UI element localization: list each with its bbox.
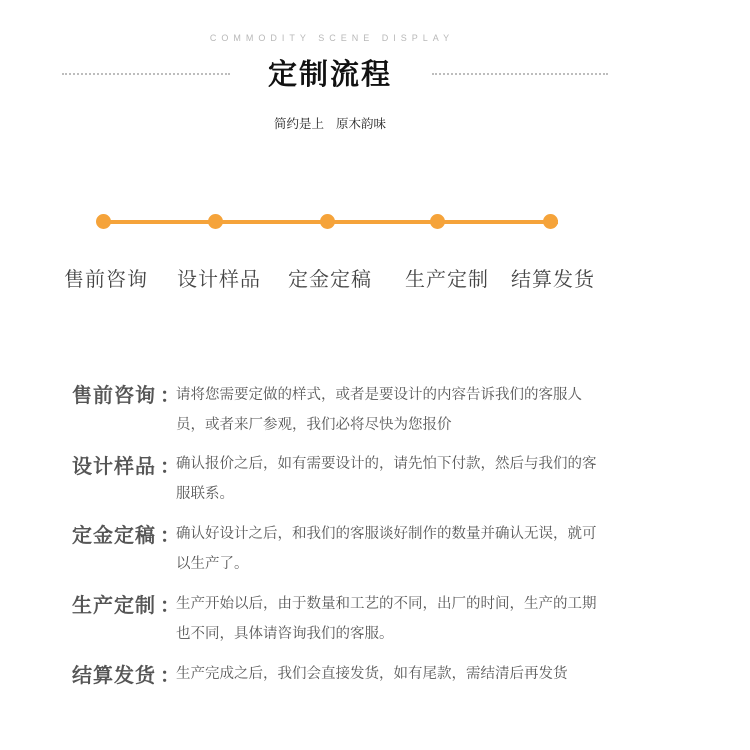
step-label-production: 生产定制 [405, 267, 489, 291]
detail-label-production: 生产定制 [72, 593, 156, 617]
detail-colon: ： [160, 523, 180, 547]
detail-text-sample: 确认报价之后，如有需要设计的，请先怕下付款，然后与我们的客服联系。 [176, 456, 597, 502]
timeline-dot-4 [430, 214, 445, 229]
timeline-dot-1 [96, 214, 111, 229]
detail-label-consult: 售前咨询 [72, 383, 156, 407]
detail-colon: ： [160, 454, 180, 478]
detail-text-production: 生产开始以后，由于数量和工艺的不同，出厂的时间，生产的工期也不同，具体请咨询我们的客服。 [176, 596, 597, 642]
detail-colon: ： [160, 383, 180, 407]
detail-text-consult: 请将您需要定做的样式，或者是要设计的内容告诉我们的客服人员，或者来厂参观，我们必将尽快为您报价 [176, 387, 582, 433]
timeline-dot-2 [208, 214, 223, 229]
step-label-delivery: 结算发货 [511, 267, 595, 291]
process-timeline [96, 212, 566, 232]
step-label-consult: 售前咨询 [64, 267, 148, 291]
step-label-sample: 设计样品 [177, 267, 261, 291]
detail-text-delivery: 生产完成之后，我们会直接发货，如有尾款，需结清后再发货 [176, 666, 568, 682]
english-subtitle: COMMODITY SCENE DISPLAY [209, 33, 455, 43]
right-dotted-divider [432, 73, 608, 75]
detail-label-deposit: 定金定稿 [72, 523, 156, 547]
detail-label-sample: 设计样品 [72, 454, 156, 478]
left-dotted-divider [62, 73, 230, 75]
page-title: 定制流程 [267, 57, 392, 91]
timeline-dot-5 [543, 214, 558, 229]
detail-text-deposit: 确认好设计之后，和我们的客服谈好制作的数量并确认无误，就可以生产了。 [176, 526, 597, 572]
detail-label-delivery: 结算发货 [72, 663, 156, 687]
step-label-deposit: 定金定稿 [288, 267, 372, 291]
detail-colon: ： [160, 663, 180, 687]
detail-colon: ： [160, 593, 180, 617]
timeline-dot-3 [320, 214, 335, 229]
slogan: 简约是上 原木韵味 [274, 116, 386, 131]
